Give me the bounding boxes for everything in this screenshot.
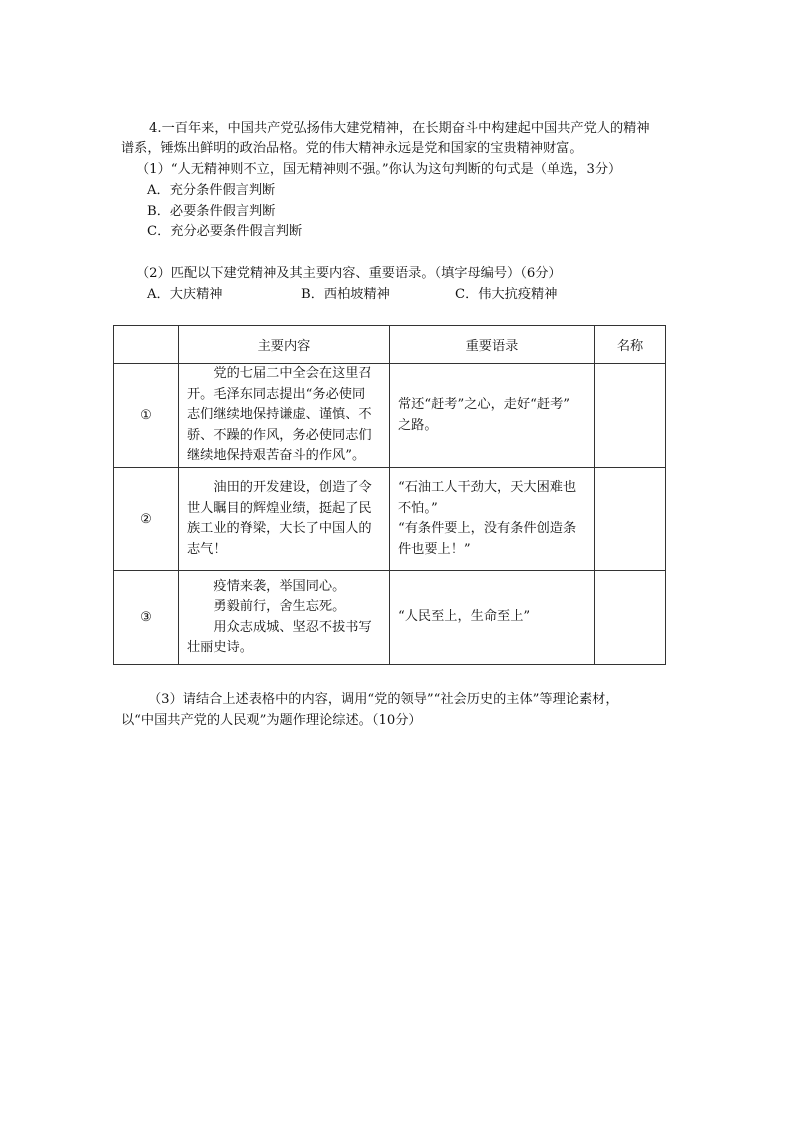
- row-quote: [390, 571, 595, 665]
- part-3-line-1: （3）请结合上述表格中的内容，调用“党的领导”“社会历史的主体”等理论素材，: [148, 692, 619, 707]
- row-number: ③: [114, 571, 179, 665]
- row-quote: [390, 468, 595, 571]
- row-name-blank[interactable]: [595, 571, 666, 665]
- content-line: 族工业的脊梁，大长了中国人的: [187, 521, 372, 536]
- part-1-option-a: A．充分条件假言判断: [147, 183, 276, 198]
- part-1-option-b: B．必要条件假言判断: [147, 204, 276, 219]
- row-quote: [390, 364, 595, 468]
- row-content: [179, 364, 390, 468]
- part-1-prompt: （1）“人无精神则不立，国无精神则不强。”你认为这句判断的句式是（单选，3分）: [136, 162, 622, 177]
- row-name-blank[interactable]: [595, 468, 666, 571]
- part-2-option-c: C．伟大抗疫精神: [455, 287, 558, 302]
- content-line: 油田的开发建设，创造了令: [213, 480, 372, 495]
- quote-line: 不怕。”: [398, 500, 438, 516]
- row-name-blank[interactable]: [595, 364, 666, 468]
- content-line: 用众志成城、坚忍不拔书写: [213, 619, 372, 635]
- content-line: 志们继续地保持谦虚、谨慎、不: [187, 407, 372, 423]
- matching-table: [113, 325, 666, 665]
- part-1-option-c: C．充分必要条件假言判断: [147, 224, 303, 239]
- row-content: [179, 468, 390, 571]
- quote-line: 之路。: [398, 417, 438, 433]
- content-line: 勇毅前行，舍生忘死。: [213, 599, 346, 614]
- content-line: 世人瞩目的辉煌业绩，挺起了民: [187, 500, 372, 516]
- header-quotes: 重要语录: [390, 326, 595, 364]
- quote-line: 常还“赶考”之心，走好“赶考”: [398, 397, 571, 412]
- row-content: [179, 571, 390, 665]
- header-cell-empty: [114, 326, 179, 364]
- quote-line: 件也要上！”: [398, 541, 471, 557]
- content-line: 壮丽史诗。: [187, 640, 253, 655]
- part-3-line-2: 以“中国共产党的人民观”为题作理论综述。（10分）: [121, 713, 422, 728]
- content-line: 党的七届二中全会在这里召: [213, 366, 372, 382]
- table-row: [114, 364, 666, 468]
- part-2-prompt: （2）匹配以下建党精神及其主要内容、重要语录。（填字母编号）（6分）: [136, 266, 562, 281]
- content-line: 骄、不躁的作风，务必使同志们: [187, 427, 372, 443]
- content-line: 继续地保持艰苦奋斗的作风”。: [187, 448, 366, 464]
- stem-line-2: 谱系，锤炼出鲜明的政治品格。党的伟大精神永远是党和国家的宝贵精神财富。: [121, 141, 583, 156]
- table-row: [114, 571, 666, 665]
- stem-line-1: 4.一百年来，中国共产党弘扬伟大建党精神，在长期奋斗中构建起中国共产党人的精神: [149, 121, 650, 136]
- part-2-option-a: A．大庆精神: [147, 287, 223, 302]
- table-row: [114, 468, 666, 571]
- content-line: 志气！: [187, 541, 227, 557]
- row-number: ①: [114, 364, 179, 468]
- row-number: ②: [114, 468, 179, 571]
- quote-line: “有条件要上，没有条件创造条: [398, 521, 577, 536]
- quote-line: “人民至上，生命至上”: [398, 609, 531, 625]
- content-line: 开。毛泽东同志提出“务必使同: [187, 386, 366, 402]
- quote-line: “石油工人干劲大，天大困难也: [398, 480, 577, 495]
- part-2-option-b: B．西柏坡精神: [301, 287, 390, 302]
- table-header-row: [114, 326, 666, 364]
- header-main-content: 主要内容: [179, 326, 390, 364]
- content-line: 疫情来袭，举国同心。: [213, 578, 346, 594]
- header-name: 名称: [595, 326, 666, 364]
